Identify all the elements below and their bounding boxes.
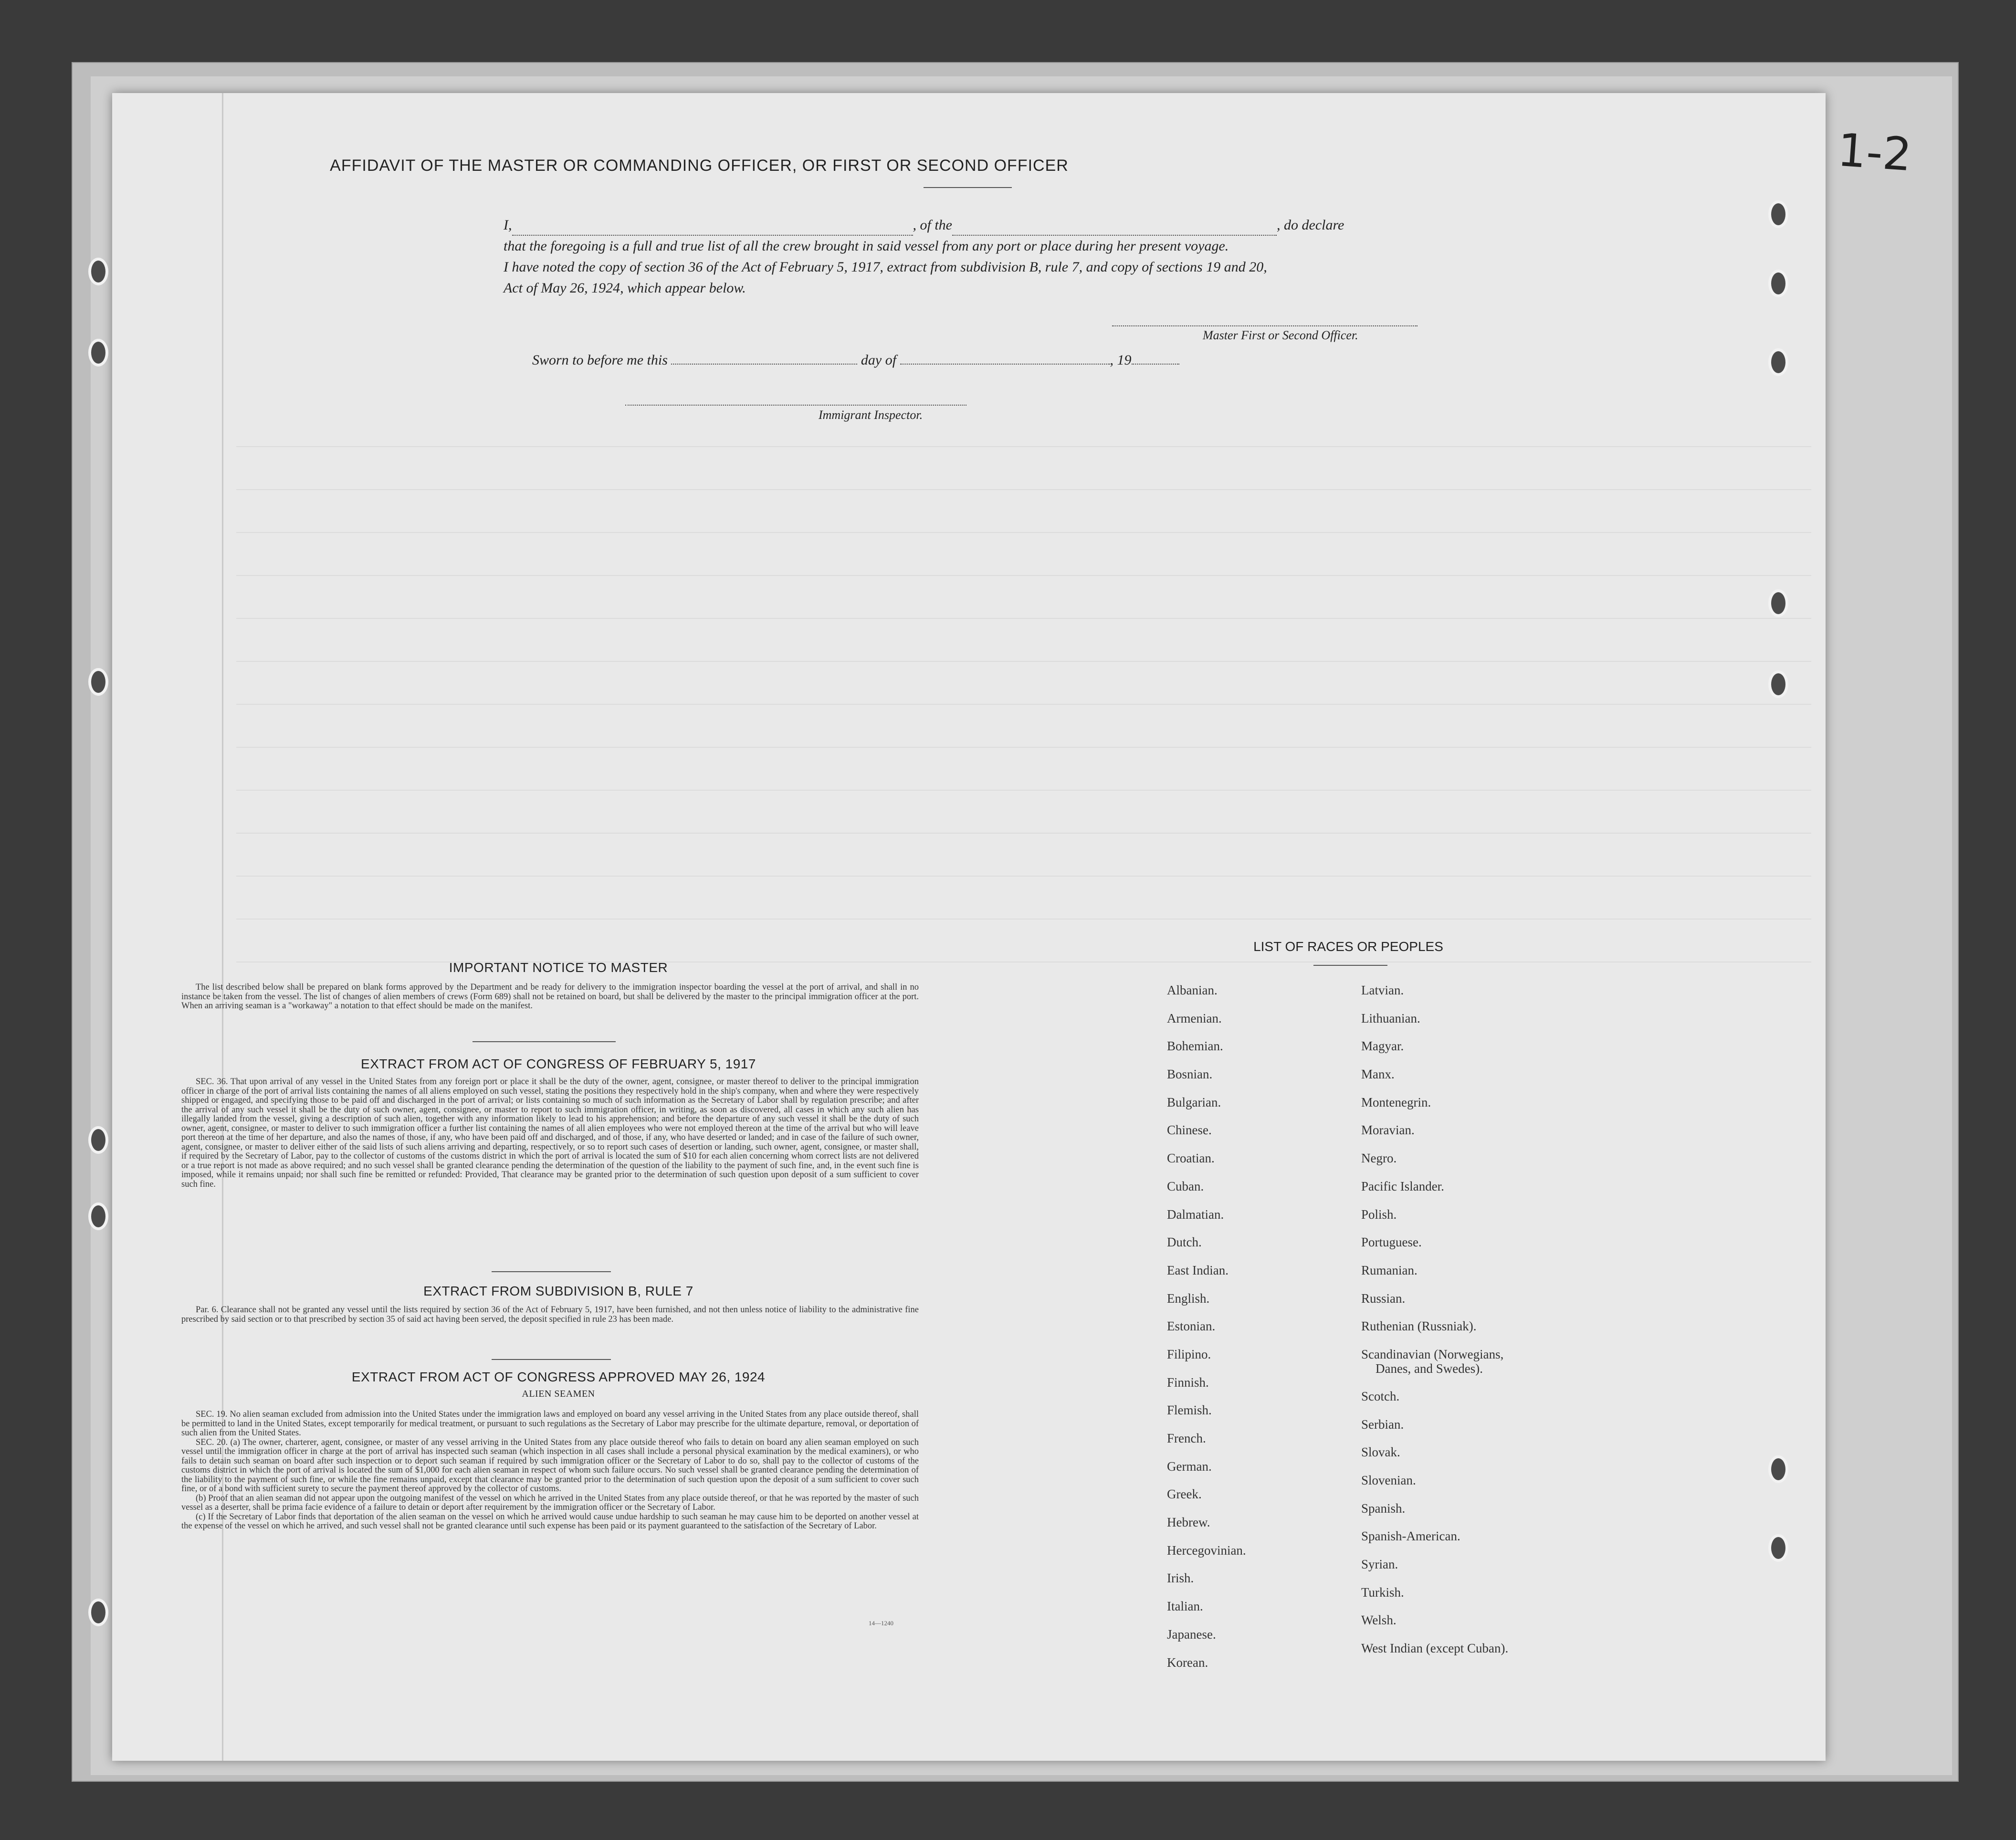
- race-item: English.: [1167, 1291, 1210, 1306]
- race-item: Filipino.: [1167, 1347, 1211, 1361]
- race-item: French.: [1167, 1431, 1206, 1445]
- race-item: Dutch.: [1167, 1235, 1202, 1250]
- race-item: Finnish.: [1167, 1375, 1209, 1390]
- sworn-line: [532, 352, 1179, 368]
- inspector-caption: Immigrant Inspector.: [819, 408, 923, 422]
- punch-hole: [1768, 670, 1788, 698]
- race-item: [1361, 1347, 1508, 1389]
- ghost-row: [236, 661, 1811, 662]
- race-item: Welsh.: [1361, 1613, 1396, 1628]
- affidavit-body: [504, 215, 1439, 299]
- race-item: Spanish.: [1361, 1501, 1406, 1516]
- punch-hole: [1768, 1534, 1788, 1562]
- race-item: Magyar.: [1361, 1039, 1404, 1054]
- rule-7-title: EXTRACT FROM SUBDIVISION B, RULE 7: [423, 1284, 693, 1298]
- race-item: Portuguese.: [1361, 1235, 1422, 1250]
- master-name-field[interactable]: [512, 215, 913, 236]
- extract-1924-title: EXTRACT FROM ACT OF CONGRESS APPROVED MAY 26, 1924: [351, 1370, 766, 1384]
- race-item: Negro.: [1361, 1151, 1397, 1166]
- race-item-continuation: Danes, and Swedes).: [1376, 1361, 1483, 1376]
- race-item: Scotch.: [1361, 1389, 1400, 1403]
- race-item: Dalmatian.: [1167, 1207, 1224, 1222]
- punch-hole: [1768, 200, 1788, 228]
- race-item: Polish.: [1361, 1207, 1397, 1222]
- race-item: Hercegovinian.: [1167, 1543, 1246, 1558]
- divider: [924, 187, 1012, 188]
- sheet-number: 1-2: [1836, 124, 1913, 182]
- year-prefix: , 19: [1110, 352, 1132, 368]
- affidavit-title: AFFIDAVIT OF THE MASTER OR COMMANDING OFFICER, OR FIRST OR SECOND OFFICER: [330, 157, 1069, 175]
- race-item: Lithuanian.: [1361, 1011, 1420, 1025]
- race-item: Latvian.: [1361, 983, 1404, 997]
- punch-hole: [88, 1126, 108, 1154]
- punch-hole: [88, 1599, 108, 1626]
- punch-hole: [88, 668, 108, 696]
- race-item: Montenegrin.: [1361, 1095, 1431, 1109]
- master-caption: Master First or Second Officer.: [1203, 328, 1358, 342]
- race-item: German.: [1167, 1459, 1212, 1474]
- races-left-column: [1167, 983, 1246, 1683]
- sworn-year-field[interactable]: [1132, 364, 1179, 365]
- ghost-row: [236, 790, 1811, 791]
- punch-hole: [1768, 270, 1788, 297]
- ghost-row: [236, 919, 1811, 920]
- form-number: 14—1240: [869, 1620, 893, 1627]
- ghost-row: [236, 489, 1811, 490]
- ghost-row: [236, 532, 1811, 533]
- race-item: Croatian.: [1167, 1151, 1215, 1166]
- notice-text: The list described below shall be prepared on blank forms approved by the Department and be ready for delivery to the immigration inspector boarding the vessel at the port of arrival, and shall in no instance be taken from the vessel. The list of changes of alien members of crews (Form 689) shall not be retained on board, but shall be delivered by the master to the principal immigration officer at the port. When an arriving seaman is a "workaway" a notation to that effect should be made on the manifest.: [181, 983, 919, 1011]
- race-item: Greek.: [1167, 1487, 1202, 1502]
- affidavit-line-4: Act of May 26, 1924, which appear below.: [504, 280, 746, 296]
- race-item-label: Scandinavian (Norwegians,: [1361, 1347, 1504, 1361]
- notice-title: IMPORTANT NOTICE TO MASTER: [449, 960, 668, 975]
- inspector-signature-line[interactable]: [625, 405, 966, 406]
- sec-19: SEC. 19. No alien seaman excluded from admission into the United States under the immigration laws and employed on board any vessel arriving in the United States from any place outside thereof, shall be permitted to land in the United States, except temporarily for medical treatment, or pursuant to such regulations as the Secretary of Labor may prescribe for the ultimate departure, removal, or deportation of such alien from the United States.: [181, 1410, 919, 1438]
- sworn-prefix: Sworn to before me this: [532, 352, 668, 368]
- punch-hole: [88, 258, 108, 285]
- race-item: Korean.: [1167, 1655, 1208, 1670]
- punch-hole: [1768, 348, 1788, 376]
- affidavit-line-2: that the foregoing is a full and true list of all the crew brought in said vessel from any port or place during her present voyage.: [504, 238, 1229, 254]
- race-item: Albanian.: [1167, 983, 1218, 997]
- race-item: Chinese.: [1167, 1123, 1212, 1138]
- race-item: Turkish.: [1361, 1585, 1404, 1600]
- divider: [1313, 965, 1387, 966]
- sec-20c: (c) If the Secretary of Labor finds that deportation of the alien seaman on the vessel on which he arrived would cause undue hardship to such seaman he may cause him to be deported on another vessel at the expense of the vessel on which he arrived, and such vessel shall not be granted clearance until such expense has been paid or its payment guaranteed to the satisfaction of the Secretary of Labor.: [181, 1512, 919, 1531]
- race-item: West Indian (except Cuban).: [1361, 1641, 1509, 1656]
- sworn-day-field[interactable]: [671, 364, 857, 365]
- race-item: Russian.: [1361, 1291, 1406, 1306]
- race-item: Cuban.: [1167, 1179, 1204, 1193]
- race-item: Rumanian.: [1361, 1263, 1418, 1277]
- divider: [472, 1041, 616, 1042]
- sec-20a: SEC. 20. (a) The owner, charterer, agent, consignee, or master of any vessel arriving in the United States from any place outside thereof who fails to detain on board any alien seaman employed on such vessel until the immigration officer in charge at the port of arrival has inspected such seaman (which inspection in all cases shall include a personal physical examination by the medical examiners), or who fails to detain such seaman on board after such inspection or to deport such seaman if required by such immigration officer or the Secretary of Labor to do so, shall pay to the collector of customs of the customs district in which the port of arrival is located the sum of $1,000 for each alien seaman in respect of whom such failure occurs. No such vessel shall be granted clearance pending the determination of the liability to the payment of such fine, or while the fine remains unpaid, except that clearance may be granted prior to the determination of such question upon the deposit of a sum sufficient to cover such fine, or of a bond with sufficient surety to secure the payment thereof approved by the collector of customs.: [181, 1437, 919, 1494]
- race-item: Hebrew.: [1167, 1515, 1210, 1530]
- ghost-row: [236, 618, 1811, 619]
- divider: [492, 1359, 611, 1360]
- race-item: Flemish.: [1167, 1403, 1212, 1418]
- race-item: Irish.: [1167, 1571, 1194, 1586]
- punch-hole: [88, 339, 108, 366]
- race-item: Slovenian.: [1361, 1473, 1416, 1487]
- race-item: Bohemian.: [1167, 1039, 1223, 1054]
- race-item: Japanese.: [1167, 1627, 1216, 1641]
- master-signature-line[interactable]: [1112, 325, 1418, 326]
- race-item: Bosnian.: [1167, 1067, 1213, 1082]
- punch-hole: [1768, 589, 1788, 617]
- ghost-row: [236, 876, 1811, 877]
- race-item: Armenian.: [1167, 1011, 1222, 1025]
- i-label: I,: [504, 217, 512, 233]
- extract-1917-title: EXTRACT FROM ACT OF CONGRESS OF FEBRUARY 5, 1917: [361, 1056, 756, 1071]
- of-the-label: , of the: [913, 217, 952, 233]
- race-item: Italian.: [1167, 1599, 1203, 1614]
- race-item: Manx.: [1361, 1067, 1395, 1082]
- race-item: Bulgarian.: [1167, 1095, 1221, 1109]
- ghost-row: [236, 446, 1811, 447]
- sworn-month-field[interactable]: [900, 364, 1110, 365]
- race-item: Slovak.: [1361, 1445, 1400, 1460]
- races-right-column: [1361, 983, 1508, 1669]
- races-title: LIST OF RACES OR PEOPLES: [1253, 939, 1443, 954]
- divider: [492, 1271, 611, 1272]
- punch-hole: [88, 1202, 108, 1230]
- race-item: Moravian.: [1361, 1123, 1415, 1138]
- ghost-row: [236, 575, 1811, 576]
- race-item: East Indian.: [1167, 1263, 1228, 1277]
- race-item: Ruthenian (Russniak).: [1361, 1319, 1477, 1334]
- extract-1917-text: SEC. 36. That upon arrival of any vessel in the United States from any foreign port or place it shall be the duty of the owner, agent, consignee, or master thereof to deliver to the principal immigration officer in charge of the port of arrival lists containing the names of all aliens employed on such vessel, stating the positions they respectively hold in the ship's company, when and where they were respectively shipped or engaged, and specifying those to be paid off and discharged in the port of arrival; or lists containing so much of such information as the Secretary of Labor shall by regulation prescribe; and after the arrival of any such vessel it shall be the duty of such owner, agent, consignee, or master to report to such immigration officer, in writing, as soon as discovered, all cases in which any such alien has illegally landed from the vessel, giving a description of such alien, together with any information likely to lead to his apprehension; and before the departure of any such vessel it shall be the duty of such owner, agent, consignee, or master to deliver to such immigration officer a further list containing the names of all alien employees who were not employed thereon at the time of the arrival but who will leave port thereon at the time of her departure, and also the names of those, if any, who have been paid off and discharged, and of those, if any, who have deserted or landed; and in case of the failure of such owner, agent, consignee, or master to deliver either of the said lists of such aliens arriving and departing, respectively, or so to report such cases of desertion or landing, such owner, agent, consignee, or master shall, if required by the Secretary of Labor, pay to the collector of customs of the customs district in which the port of arrival is located the sum of $10 for each alien concerning whom correct lists are not delivered or a true report is not made as above required; and no such vessel shall be granted clearance pending the determination of the question of the liability to the payment of such fine, and, in the event such fine is imposed, while it remains unpaid; nor shall such fine be remitted or refunded: Provided, That clearance may be granted prior to the determination of such question upon deposit of a sum sufficient to cover such fine.: [181, 1077, 919, 1189]
- do-declare-label: , do declare: [1277, 217, 1344, 233]
- punch-hole: [1768, 1455, 1788, 1483]
- ghost-row: [236, 833, 1811, 834]
- alien-seamen-subtitle: ALIEN SEAMEN: [522, 1389, 595, 1399]
- race-item: Serbian.: [1361, 1417, 1404, 1432]
- vessel-name-field[interactable]: [952, 215, 1277, 236]
- race-item: Estonian.: [1167, 1319, 1216, 1334]
- extract-1924-text: [181, 1410, 919, 1531]
- affidavit-first-line: [504, 215, 1439, 236]
- sec-20b: (b) Proof that an alien seaman did not appear upon the outgoing manifest of the vessel on which he arrived in the United States from any place outside thereof, or that he was reported by the master of such vessel as a deserter, shall be prima facie evidence of a failure to detain or deport after requirement by the immigration officer or the Secretary of Labor.: [181, 1493, 919, 1512]
- race-item: Spanish-American.: [1361, 1529, 1460, 1544]
- race-item: Pacific Islander.: [1361, 1179, 1444, 1193]
- ghost-row: [236, 747, 1811, 748]
- race-item: Syrian.: [1361, 1557, 1398, 1572]
- rule-7-text: Par. 6. Clearance shall not be granted any vessel until the lists required by section 36 of the Act of February 5, 1917, have been furnished, and not then unless notice of liability to the administrative fine prescribed by said section or to that prescribed by section 35 of said act having been served, the deposit specified in rule 23 has been made.: [181, 1305, 919, 1324]
- day-of-label: day of: [861, 352, 897, 368]
- affidavit-line-3: I have noted the copy of section 36 of the Act of February 5, 1917, extract from subdivision B, rule 7, and copy of sections 19 and 20,: [504, 259, 1267, 275]
- ghost-row: [236, 704, 1811, 705]
